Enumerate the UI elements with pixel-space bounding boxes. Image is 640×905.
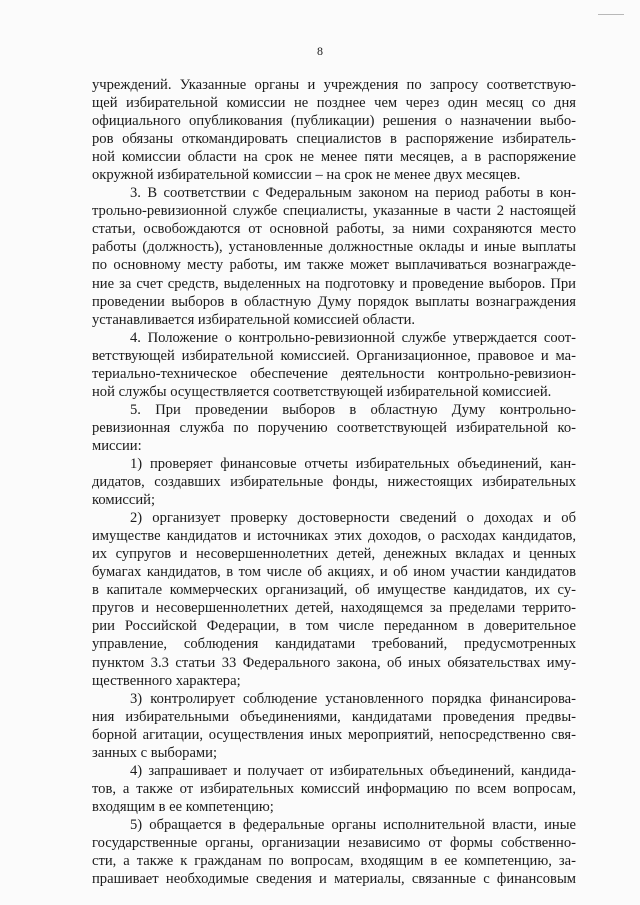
text-line: по основному месту работы, им также может выплачиваться вознагражде- [92,257,576,274]
text-line: их супругов и несовершеннолетних детей, денежных вкладах и ценных [92,546,576,563]
text-line: прашивает необходимые сведения и материалы, связанные с финансовым [92,871,576,888]
text-line: борной агитации, осуществления иных мероприятий, непосредственно свя- [92,726,576,743]
text-line: ной службы осуществляется соответствующей избирательной комиссией. [92,383,552,400]
text-line: комиссий; [92,492,156,509]
text-line: рии Российской Федерации, в том числе переданном в доверительное [92,618,576,635]
text-line: занных с выборами; [92,744,218,761]
text-line: устанавливается избирательной комиссией области. [92,311,416,328]
text-line: в капитале коммерческих организаций, об имуществе кандидатов, их су- [92,582,576,599]
text-line: управление, соблюдения кандидатами требований, предусмотренных [92,636,576,653]
text-line: териально-техническое обеспечение деятельности контрольно-ревизион- [92,365,576,382]
text-line: пунктом 3.3 статьи 33 Федерального закона, об иных обязательствах иму- [92,654,576,671]
scan-corner-mark [598,14,624,15]
text-line: пругов и несовершеннолетних детей, находящемся за пределами террито- [92,600,576,617]
text-line: миссии: [92,437,142,454]
page-number: 8 [317,44,323,58]
text-line: 3) контролирует соблюдение установленного порядка финансирова- [130,690,576,707]
text-line: 4. Положение о контрольно-ревизионной службе утверждается соот- [130,329,576,346]
text-line: тов, а также от избирательных комиссий информацию по всем вопросам, [92,780,576,797]
text-line: бумагах кандидатов, в том числе об акциях, и об ином участии кандидатов [92,564,576,581]
text-line: ной комиссии области на срок не менее пяти месяцев, а в распоряжение [92,149,576,166]
text-line: государственные органы, организации независимо от формы собственно- [92,834,576,851]
text-line: учреждений. Указанные органы и учреждения по запросу соответствую- [92,77,576,93]
text-line: окружной избирательной комиссии – на срок не менее двух месяцев. [92,167,521,184]
text-line: ние за счет средств, выделенных на подготовку и проведение выборов. При [92,275,576,292]
text-line: статьи, освобождаются от основной работы, за ними сохраняются место [92,221,576,238]
text-line: ветствующей избирательной комиссией. Организационное, правовое и ма- [92,347,576,364]
text-line: трольно-ревизионной службе специалисты, указанные в части 2 настоящей [92,203,576,220]
text-line: 2) организует проверку достоверности сведений о доходах и об [130,510,576,527]
document-body [92,76,576,888]
text-line: щей избирательной комиссии не позднее чем через один месяц со дня [92,95,576,112]
text-line: щественного характера; [92,672,241,689]
text-line: 4) запрашивает и получает от избирательных объединений, кандида- [130,762,576,779]
text-line: проведении выборов в областную Думу порядок выплаты вознаграждения [92,293,576,310]
text-line: ров обязаны откомандировать специалистов в распоряжение избиратель- [92,131,576,148]
text-line: имуществе кандидатов и источниках этих доходов, о расходах кандидатов, [92,528,576,545]
text-line: сти, а также к гражданам по вопросам, входящим в ее компетенцию, за- [92,853,576,870]
text-line: работы (должность), установленные должностные оклады и иные выплаты [92,239,576,256]
text-line: дидатов, создавших избирательные фонды, нижестоящих избирательных [92,474,576,491]
text-line: 5) обращается в федеральные органы исполнительной власти, иные [130,816,576,833]
text-line: 1) проверяет финансовые отчеты избирательных объединений, кан- [130,455,576,472]
text-line: официального опубликования (публикации) решения о назначении выбо- [92,113,576,130]
text-line: 3. В соответствии с Федеральным законом на период работы в кон- [130,185,576,202]
text-line: ния избирательными объединениями, кандидатами проведения предвы- [92,708,576,725]
text-line: ревизионная служба по поручению соответствующей избирательной ко- [92,419,576,436]
text-line: 5. При проведении выборов в областную Думу контрольно- [130,401,576,418]
text-line: входящим в ее компетенцию; [92,798,274,815]
